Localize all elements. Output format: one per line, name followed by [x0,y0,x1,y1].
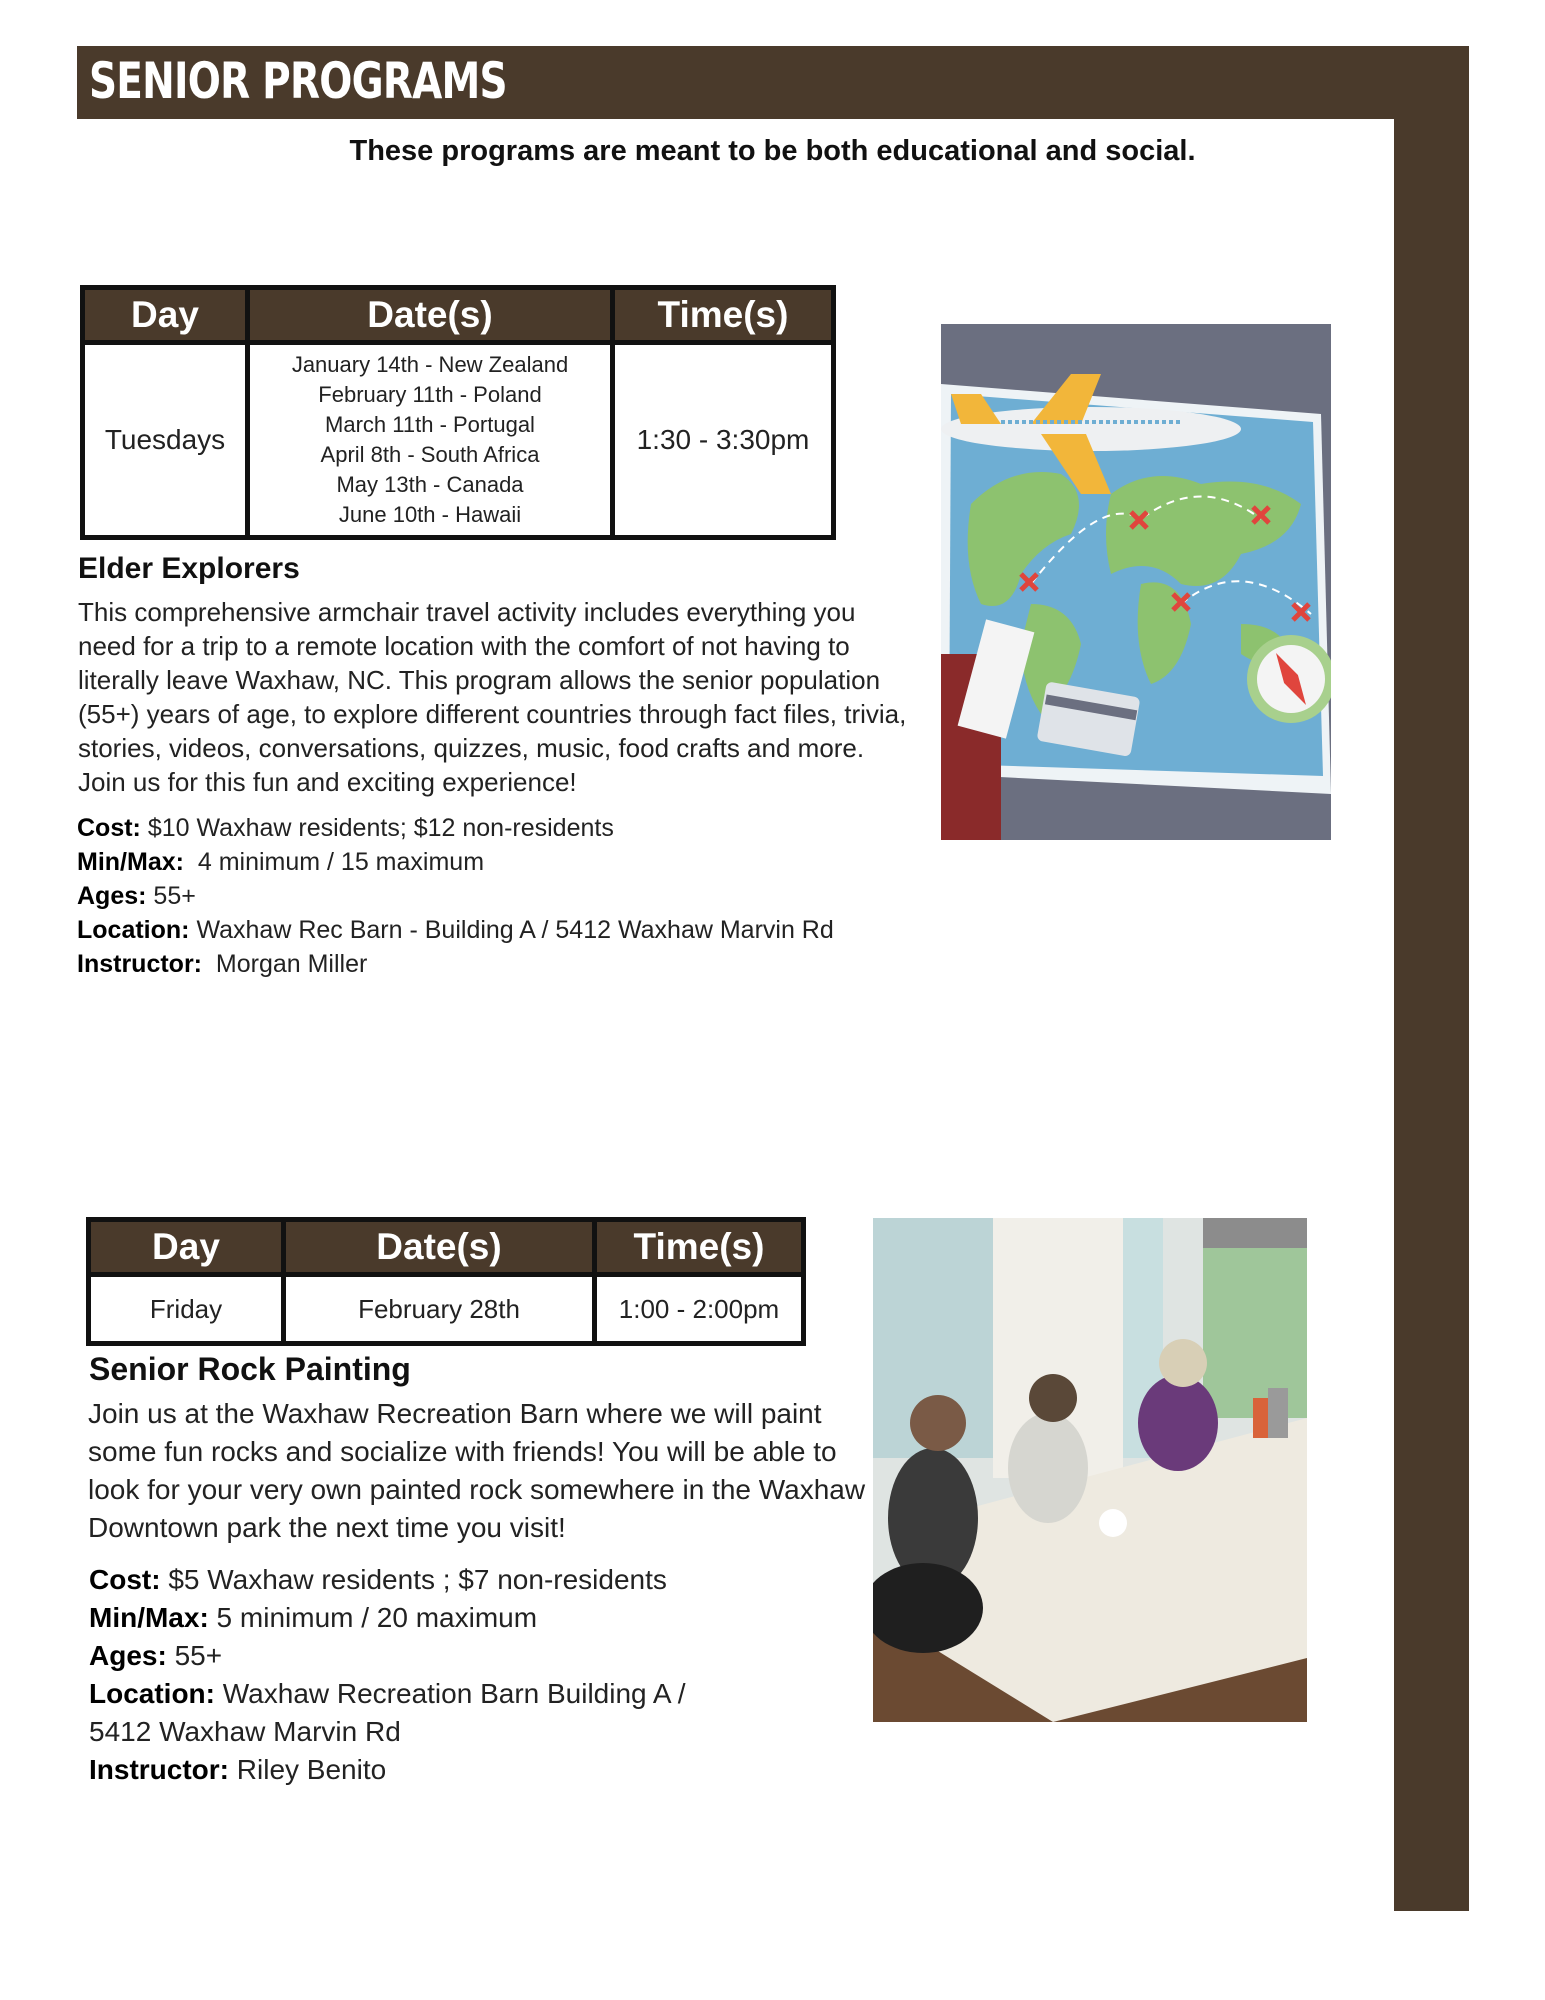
rock-painting-title: Senior Rock Painting [89,1351,411,1387]
minmax-value: 4 minimum / 15 maximum [183,848,485,876]
date-line: March 11th - Portugal [325,412,535,437]
time-cell: 1:30 - 3:30pm [613,343,834,538]
times-header: Time(s) [595,1220,804,1275]
location-label: Location: [77,916,190,944]
date-line: May 13th - Canada [336,472,524,497]
cost-value: $10 Waxhaw residents; $12 non-residents [140,814,614,842]
elder-explorers-description: This comprehensive armchair travel activity includes everything you need for a trip to a remote location with the comfort of not having to literally leave Waxhaw, NC. This program allows the senior population (55+) years of age, to explore different countries through fact files, trivia, stories, videos, conversations, quizzes, music, food crafts and more. Join us for this fun and exciting experience! [78,597,907,797]
table-header-row [89,1220,804,1275]
day-cell: Friday [89,1275,284,1344]
location-label: Location: [89,1678,215,1709]
location-row [89,1675,686,1713]
ages-value: 55+ [146,882,196,910]
table-header-row [83,288,834,343]
side-bar-decoration [1394,119,1469,1911]
dates-cell: February 28th [284,1275,595,1344]
date-line: June 10th - Hawaii [338,502,522,527]
cost-row [77,811,834,845]
minmax-label: Min/Max: [77,848,184,876]
ages-label: Ages: [89,1640,167,1671]
page-subtitle: These programs are meant to be both educational and social. [349,135,1196,167]
day-cell: Tuesdays [83,343,248,538]
dates-cell [248,343,613,538]
cost-row [89,1561,686,1599]
ages-label: Ages: [77,882,147,910]
instructor-value: Morgan Miller [202,950,368,978]
date-line: April 8th - South Africa [320,442,540,467]
location-row-2: 5412 Waxhaw Marvin Rd [89,1716,401,1747]
times-header: Time(s) [613,288,834,343]
table-row [89,1275,804,1344]
day-header: Day [89,1220,284,1275]
dates-header: Date(s) [248,288,613,343]
minmax-value: 5 minimum / 20 maximum [208,1602,538,1633]
date-line: January 14th - New Zealand [291,352,569,377]
dates-header: Date(s) [284,1220,595,1275]
elder-explorers-schedule-table [80,285,836,540]
cost-label: Cost: [77,814,141,842]
minmax-label: Min/Max: [89,1602,209,1633]
cost-label: Cost: [89,1564,161,1595]
rock-painting-description: Join us at the Waxhaw Recreation Barn where we will paint some fun rocks and socialize with friends! You will be able to look for your very own painted rock somewhere in the Waxhaw Downtown park the next time you visit! [88,1398,866,1543]
elder-explorers-details [77,811,834,981]
date-line: February 11th - Poland [318,382,542,407]
instructor-row [89,1751,686,1789]
cost-value: $5 Waxhaw residents ; $7 non-residents [160,1564,667,1595]
travel-map-illustration [941,324,1331,840]
instructor-label: Instructor: [89,1754,229,1785]
page-title: SENIOR PROGRAMS [89,52,507,110]
minmax-row [77,845,834,879]
time-cell: 1:00 - 2:00pm [595,1275,804,1344]
location-value: Waxhaw Recreation Barn Building A / [215,1678,686,1709]
ages-row [77,879,834,913]
day-header: Day [83,288,248,343]
table-row [83,343,834,538]
instructor-row [77,947,834,981]
minmax-row [89,1599,686,1637]
ages-value: 55+ [166,1640,223,1671]
rock-painting-schedule-table [86,1217,806,1346]
instructor-label: Instructor: [77,950,202,978]
rock-painting-details [89,1561,686,1789]
header-banner [77,46,1469,119]
ages-row [89,1637,686,1675]
rock-painting-photo [873,1218,1307,1722]
location-value: Waxhaw Rec Barn - Building A / 5412 Waxhaw Marvin Rd [189,916,834,944]
elder-explorers-title: Elder Explorers [78,552,300,585]
instructor-value: Riley Benito [229,1754,387,1785]
location-row [77,913,834,947]
